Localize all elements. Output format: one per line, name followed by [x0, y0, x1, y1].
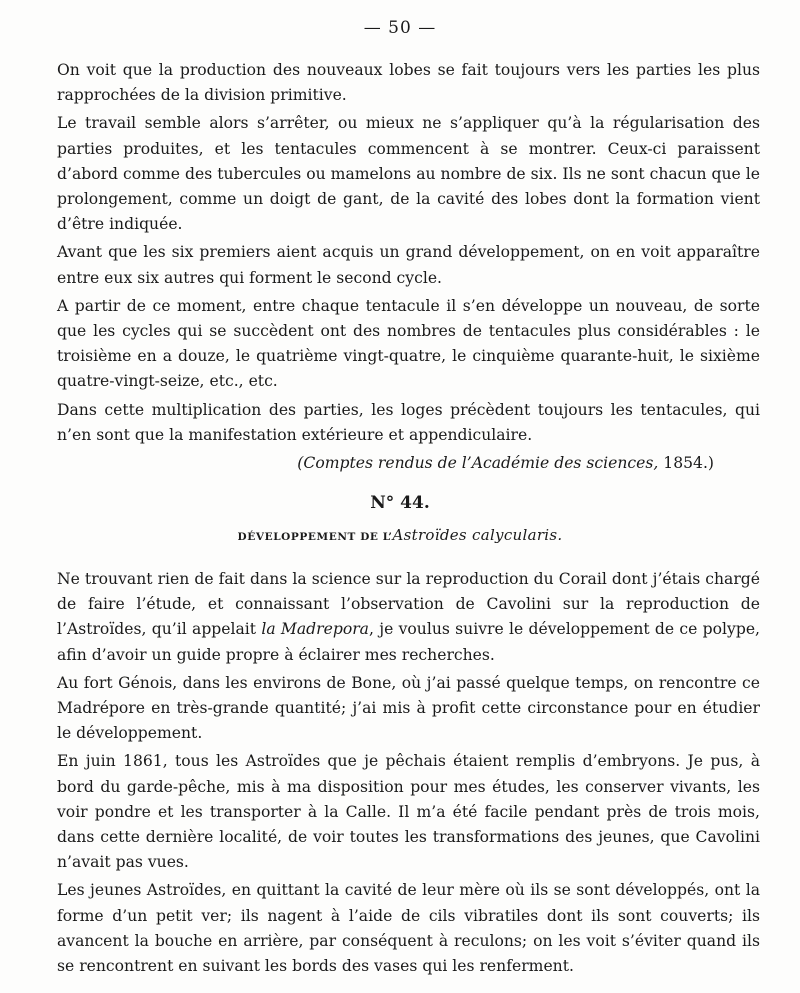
citation-open: ( — [297, 454, 304, 473]
bottom-text-block — [57, 567, 760, 982]
paragraph: Le travail semble alors s’arrêter, ou mieux ne s’appliquer qu’à la régularisation des parties produites, et les tentacules commencent à se montrer. Ceux-ci paraissent d’abord comme des tubercules ou mamelons au nombre de six. Ils ne sont chacun que le prolongement, comme un doigt de gant, de la cavité des lobes dont la formation vient d’être indiquée. — [57, 114, 760, 234]
citation-year: 1854.) — [658, 454, 714, 473]
paragraph: Dans cette multiplication des parties, les loges précèdent toujours les tentacules, qui n’en sont que la manifestation extérieure et appendiculaire. — [57, 400, 760, 444]
paragraph: A partir de ce moment, entre chaque tentacule il s’en développe un nouveau, de sorte que les cycles qui se succèdent ont des nombres de tentacules plus considérables : le troisième en a douze, le quatrième vingt-quatre, le cinquième quarante-huit, le sixième quatre-vingt-seize, etc., etc. — [57, 296, 760, 391]
section-title-prefix: DÉVELOPPEMENT DE L’ — [237, 531, 393, 543]
paragraph: Avant que les six premiers aient acquis un grand développement, on en voit apparaître entre eux six autres qui forment le second cycle. — [57, 243, 760, 287]
citation-source: Comptes rendus de l’Académie des sciences, — [303, 454, 659, 473]
section-number: N° 44. — [370, 493, 430, 513]
paragraph: On voit que la production des nouveaux lobes se fait toujours vers les parties les plus rapprochées de la division primitive. — [57, 61, 760, 105]
paragraph-italic: la Madrepora — [261, 620, 369, 639]
paragraph-text: Au fort Génois, dans les environs de Bone, où j’ai passé quelque temps, on rencontre ce Madrépore en très-grande quantité; j’ai mis à profit cette circonstance pour en étudier le développement. — [57, 673, 760, 743]
paragraph — [57, 671, 760, 747]
paragraph-text: Les jeunes Astroïdes, en quittant la cavité de leur mère où ils se sont développés, ont la forme d’un petit ver; ils nagent à l’aide de cils vibratiles dont ils sont couverts; ils avancent la bouche en arrière, par conséquent à reculons; on les voit s’éviter quand ils se rencontrent en suivant les bords des vases qui les renferment. — [57, 881, 760, 976]
section-title — [0, 526, 800, 544]
paragraph-text: Ne trouvant rien de fait dans la science sur la reproduction du Corail dont j’étais chargé de faire l’étude, et connaissant l’observation de Cavolini sur la reproduction de l’Astroïdes, qu’il appelait — [57, 570, 760, 639]
top-text-block — [57, 58, 760, 476]
citation — [57, 451, 760, 476]
paragraph-text: , je voulus suivre le développement de ce polype, afin d’avoir un guide propre à éclairer mes recherches. — [57, 620, 761, 664]
paragraph-text: En juin 1861, tous les Astroïdes que je pêchais étaient remplis d’embryons. Je pus, à bord du garde-pêche, mis à ma disposition pour mes études, les conserver vivants, les voir pondre et les transporter à la Calle. Il m’a été facile pendant près de trois mois, dans cette dernière localité, de voir toutes les transformations des jeunes, que Cavolini n’avait pas vues. — [57, 752, 760, 872]
paragraph — [57, 567, 760, 668]
paragraph — [57, 878, 760, 979]
paragraph — [57, 749, 760, 875]
section-title-species: Astroïdes calycularis. — [392, 526, 563, 544]
page-number: — 50 — — [363, 18, 437, 38]
